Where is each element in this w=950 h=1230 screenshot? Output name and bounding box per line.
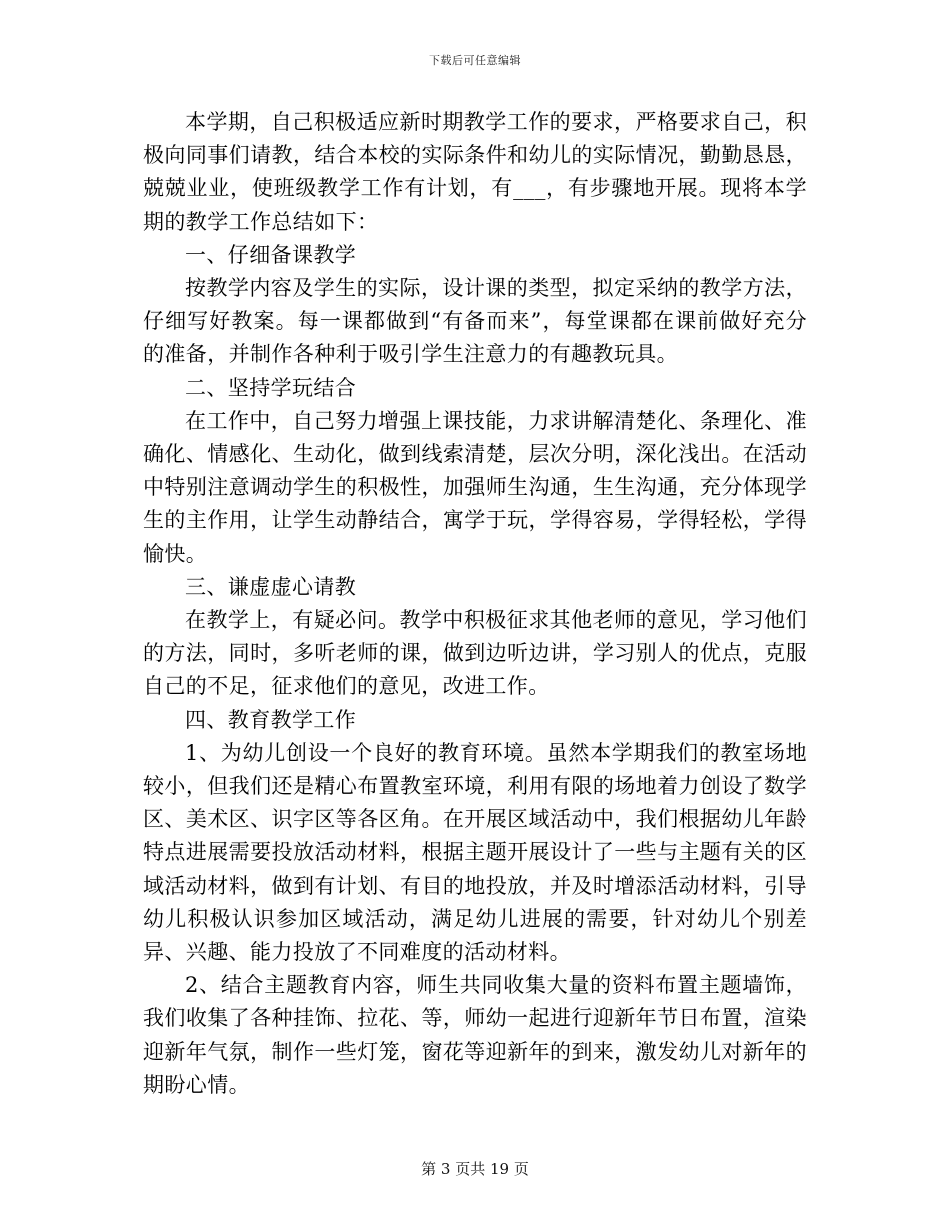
section-heading-4: 四、教育教学工作 [185, 707, 357, 732]
intro-paragraph: 本学期，自己积极适应新时期教学工作的要求，严格要求自己，积极向同事们请教，结合本校的实际条件和幼儿的实际情况，勤勤恳恳，兢兢业业，使班级教学工作有计划，有___，有步骤地开展。现将本学期的教学工作总结如下： [143, 110, 807, 234]
section-4-item-2: 2、结合主题教育内容，师生共同收集大量的资料布置主题墙饰，我们收集了各种挂饰、拉花、等，师幼一起进行迎新年节日布置，渲染迎新年气氛，制作一些灯笼，窗花等迎新年的到来，激发幼儿对新年的期盼心情。 [143, 973, 807, 1097]
section-paragraph-2: 在工作中，自己努力增强上课技能，力求讲解清楚化、条理化、准确化、情感化、生动化，做到线索清楚，层次分明，深化浅出。在活动中特别注意调动学生的积极性，加强师生沟通，生生沟通，充分体现学生的主作用，让学生动静结合，寓学于玩，学得容易，学得轻松，学得愉快。 [143, 408, 807, 566]
page-header: 下载后可任意编辑 [429, 54, 521, 67]
document-body [143, 106, 807, 1102]
page-number: 第 3 页共 19 页 [421, 1160, 529, 1178]
section-heading-1: 一、仔细备课教学 [185, 242, 357, 267]
section-heading-3: 三、谦虚虚心请教 [185, 574, 357, 599]
section-4-item-1: 1、为幼儿创设一个良好的教育环境。虽然本学期我们的教室场地较小，但我们还是精心布置教室环境，利用有限的场地着力创设了数学区、美术区、识字区等各区角。在开展区域活动中，我们根据幼儿年龄特点进展需要投放活动材料，根据主题开展设计了一些与主题有关的区域活动材料，做到有计划、有目的地投放，并及时增添活动材料，引导幼儿积极认识参加区域活动，满足幼儿进展的需要，针对幼儿个别差异、兴趣、能力投放了不同难度的活动材料。 [143, 740, 807, 965]
section-paragraph-3: 在教学上，有疑必问。教学中积极征求其他老师的意见，学习他们的方法，同时，多听老师的课，做到边听边讲，学习别人的优点，克服自己的不足，征求他们的意见，改进工作。 [143, 608, 807, 699]
section-heading-2: 二、坚持学玩结合 [185, 375, 357, 400]
section-paragraph-1: 按教学内容及学生的实际，设计课的类型，拟定采纳的教学方法，仔细写好教案。每一课都做到“有备而来”，每堂课都在课前做好充分的准备，并制作各种利于吸引学生注意力的有趣教玩具。 [143, 276, 807, 367]
